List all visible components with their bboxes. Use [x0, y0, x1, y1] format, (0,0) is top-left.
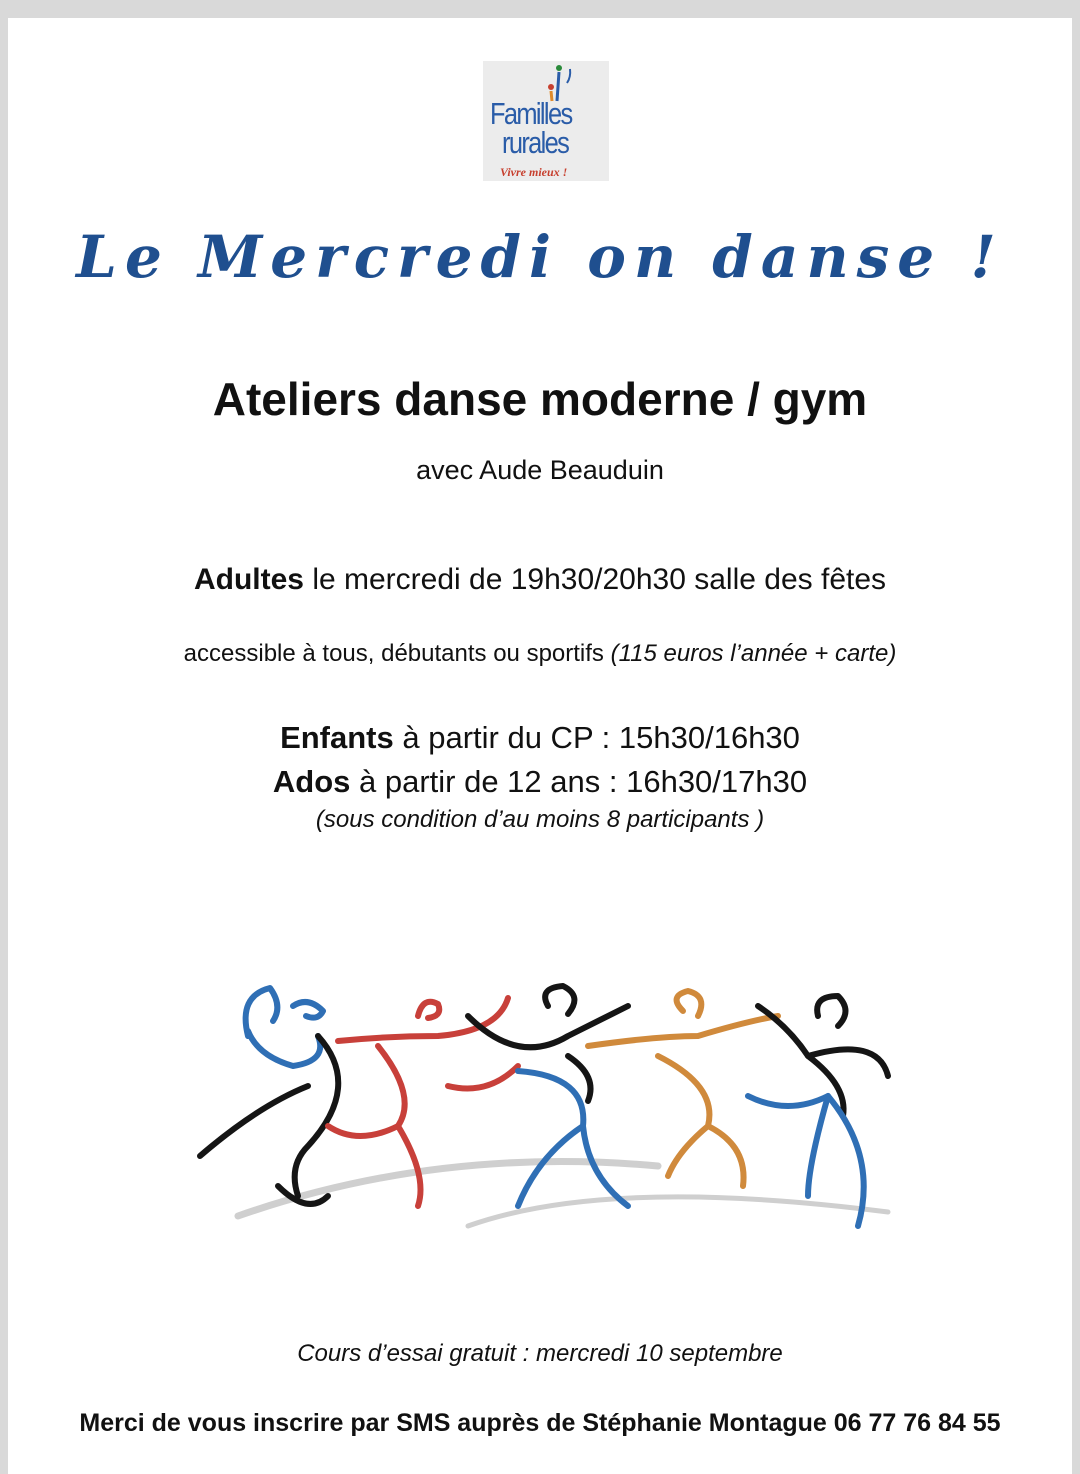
workshop-heading: Ateliers danse moderne / gym: [212, 373, 868, 425]
teens-schedule: [8, 764, 1072, 800]
dancer-black-left: [200, 1036, 338, 1204]
access-price: (115 euros l’année + carte): [610, 640, 897, 667]
instructor-line: avec Aude Beauduin: [416, 455, 664, 485]
flyer-title: Le Mercredi on danse !: [76, 223, 1004, 291]
teens-text: à partir de 12 ans : 16h30/17h30: [350, 764, 808, 799]
access-line: [8, 640, 1072, 668]
adults-text: le mercredi de 19h30/20h30 salle des fêtes: [303, 563, 887, 596]
dancers-illustration: [188, 976, 908, 1246]
dancer-orange: [588, 991, 778, 1186]
condition-note: (sous condition d’au moins 8 participants ): [315, 806, 765, 833]
flyer-page: [8, 18, 1072, 1474]
logo-line2: rurales: [502, 125, 569, 160]
contact-line: Merci de vous inscrire par SMS auprès de Stéphanie Montague 06 77 76 84 55: [79, 1409, 1001, 1437]
adults-label: Adultes: [193, 563, 304, 596]
floor-shadow: [468, 1197, 888, 1226]
access-text: accessible à tous, débutants ou sportifs: [183, 640, 611, 667]
kids-schedule: [8, 720, 1072, 756]
dancer-blue-left: [246, 988, 323, 1066]
familles-rurales-logo: [483, 61, 609, 181]
kids-text: à partir du CP : 15h30/16h30: [393, 720, 800, 755]
trial-class-note: Cours d’essai gratuit : mercredi 10 septembre: [297, 1340, 783, 1367]
adults-schedule: [8, 563, 1072, 597]
kids-label: Enfants: [280, 720, 394, 755]
logo-tagline: Vivre mieux !: [500, 165, 568, 179]
dancer-blue-middle: [518, 1071, 628, 1206]
teens-label: Ados: [272, 764, 351, 799]
dancer-red: [328, 998, 518, 1206]
logo-line1: Familles: [490, 96, 572, 131]
